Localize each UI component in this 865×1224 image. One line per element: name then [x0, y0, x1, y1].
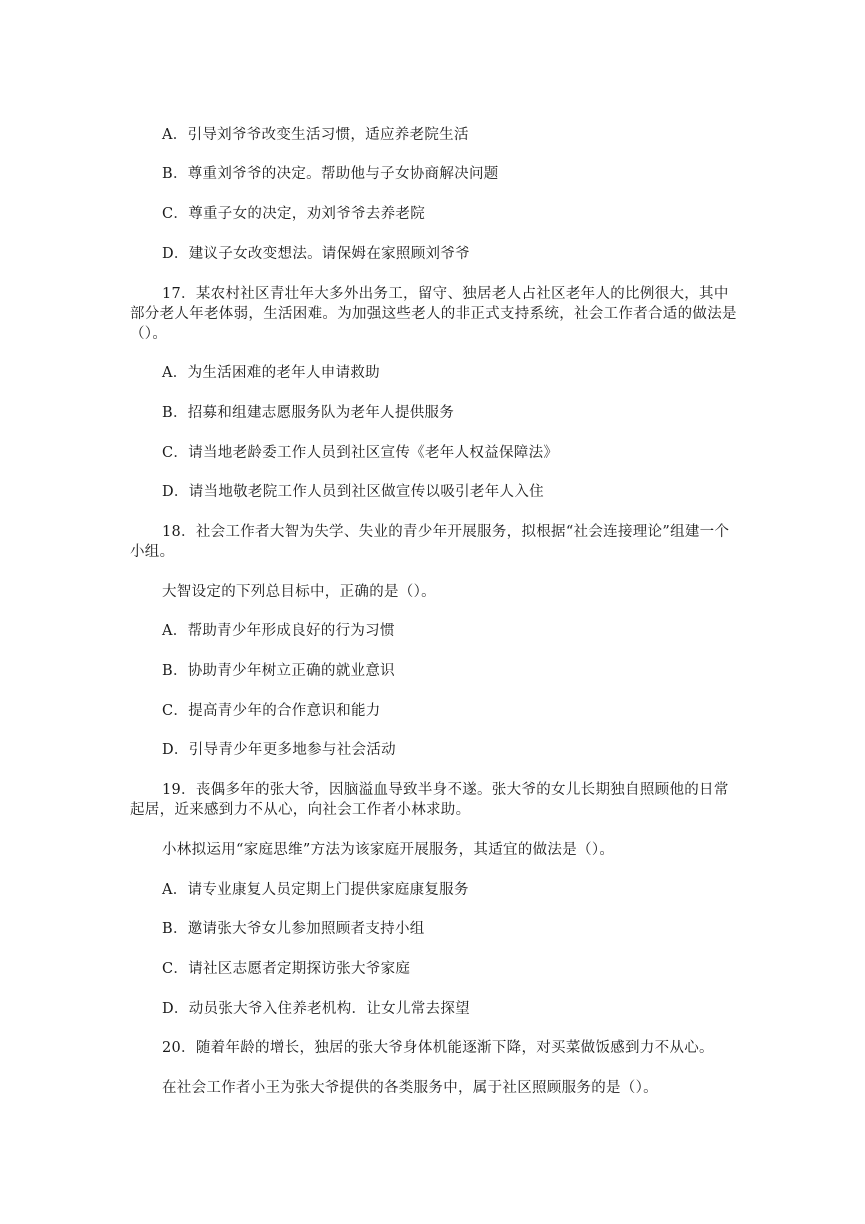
q18-option-b: B．协助青少年树立正确的就业意识: [162, 663, 395, 679]
q18-sub-stem: 大智设定的下列总目标中，正确的是（）。: [162, 584, 436, 600]
q16-option-c: C．尊重子女的决定，劝刘爷爷去养老院: [162, 206, 425, 222]
q20-stem: 20．随着年龄的增长，独居的张大爷身体机能逐渐下降，对买菜做饭感到力不从心。: [162, 1040, 714, 1056]
q18-option-c: C．提高青少年的合作意识和能力: [162, 703, 381, 719]
q16-option-d: D．建议子女改变想法。请保姆在家照顾刘爷爷: [162, 246, 470, 262]
q16-option-b: B．尊重刘爷爷的决定。帮助他与子女协商解决问题: [162, 166, 499, 182]
q17-option-c: C．请当地老龄委工作人员到社区宣传《老年人权益保障法》: [162, 445, 559, 461]
q19-option-c: C．请社区志愿者定期探访张大爷家庭: [162, 961, 411, 977]
q17-stem: 17．某农村社区青壮年大多外出务工，留守、独居老人占社区老年人的比例很大，其中部分老人年老体弱，生活困难。为加强这些老人的非正式支持系统，社会工作者合适的做法是（）。: [130, 286, 737, 342]
q19-option-b: B．邀请张大爷女儿参加照顾者支持小组: [162, 921, 425, 937]
q19-option-a: A．请专业康复人员定期上门提供家庭康复服务: [162, 882, 469, 898]
q18-option-a: A．帮助青少年形成良好的行为习惯: [162, 623, 395, 639]
q18-stem: 18．社会工作者大智为失学、失业的青少年开展服务，拟根据“社会连接理论”组建一个小组。: [130, 524, 730, 560]
q19-stem: 19．丧偶多年的张大爷，因脑溢血导致半身不遂。张大爷的女儿长期独自照顾他的日常起居，近来感到力不从心，向社会工作者小林求助。: [130, 782, 729, 818]
q16-option-a: A．引导刘爷爷改变生活习惯，适应养老院生活: [162, 127, 469, 143]
q17-option-b: B．招募和组建志愿服务队为老年人提供服务: [162, 405, 455, 421]
q20-sub-stem: 在社会工作者小王为张大爷提供的各类服务中，属于社区照顾服务的是（）。: [162, 1080, 658, 1096]
q19-option-d: D．动员张大爷入住养老机构．让女儿常去探望: [162, 1001, 470, 1017]
q17-option-a: A．为生活困难的老年人申请救助: [162, 365, 380, 381]
q18-option-d: D．引导青少年更多地参与社会活动: [162, 742, 396, 758]
q17-option-d: D．请当地敬老院工作人员到社区做宣传以吸引老年人入住: [162, 484, 544, 500]
q19-sub-stem: 小林拟运用“家庭思维”方法为该家庭开展服务，其适宜的做法是（）。: [162, 842, 615, 858]
